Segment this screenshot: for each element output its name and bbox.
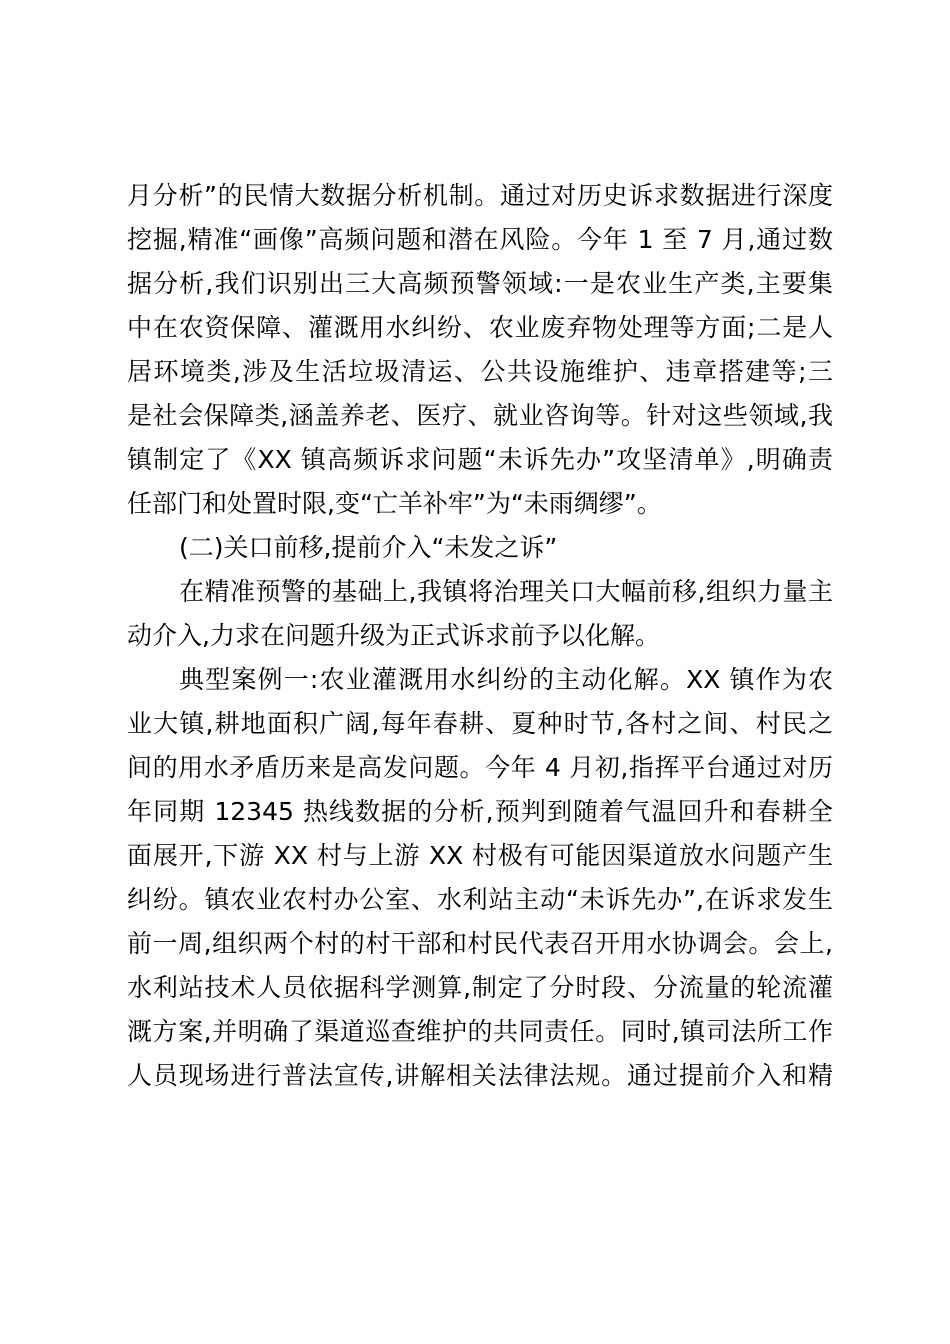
text-line: 居环境类,涉及生活垃圾清运、公共设施维护、违章搭建等;三 bbox=[127, 357, 833, 386]
text-line: 是社会保障类,涵盖养老、医疗、就业咨询等。针对这些领域,我 bbox=[127, 401, 833, 430]
text-line: 前一周,组织两个村的村干部和村民代表召开用水协调会。会上, bbox=[127, 929, 833, 958]
text-line: 人员现场进行普法宣传,讲解相关法律法规。通过提前介入和精 bbox=[127, 1061, 833, 1090]
text-line: 动介入,力求在问题升级为正式诉求前予以化解。 bbox=[127, 621, 660, 650]
text-line: 面展开,下游 XX 村与上游 XX 村极有可能因渠道放水问题产生 bbox=[127, 841, 833, 870]
document-page bbox=[127, 174, 833, 1098]
text-line: 挖掘,精准“画像”高频问题和潜在风险。今年 1 至 7 月,通过数 bbox=[127, 225, 833, 254]
paragraph-2 bbox=[127, 570, 833, 658]
paragraph-1 bbox=[127, 174, 833, 526]
section-heading: (二)关口前移,提前介入“未发之诉” bbox=[179, 533, 558, 562]
text-line: 溉方案,并明确了渠道巡查维护的共同责任。同时,镇司法所工作 bbox=[127, 1017, 833, 1046]
text-line: 任部门和处置时限,变“亡羊补牢”为“未雨绸缪”。 bbox=[127, 489, 662, 518]
paragraph-3 bbox=[127, 658, 833, 1098]
text-line: 月分析”的民情大数据分析机制。通过对历史诉求数据进行深度 bbox=[127, 181, 833, 210]
text-line: 业大镇,耕地面积广阔,每年春耕、夏种时节,各村之间、村民之 bbox=[127, 709, 833, 738]
text-line: 据分析,我们识别出三大高频预警领域:一是农业生产类,主要集 bbox=[127, 269, 833, 298]
text-line: 纠纷。镇农业农村办公室、水利站主动“未诉先办”,在诉求发生 bbox=[127, 885, 833, 914]
text-line: 间的用水矛盾历来是高发问题。今年 4 月初,指挥平台通过对历 bbox=[127, 753, 833, 782]
text-line: 镇制定了《XX 镇高频诉求问题“未诉先办”攻坚清单》,明确责 bbox=[127, 445, 833, 474]
text-line: 典型案例一:农业灌溉用水纠纷的主动化解。XX 镇作为农 bbox=[179, 665, 833, 694]
text-line: 年同期 12345 热线数据的分析,预判到随着气温回升和春耕全 bbox=[127, 797, 833, 826]
text-line: 水利站技术人员依据科学测算,制定了分时段、分流量的轮流灌 bbox=[127, 973, 833, 1002]
text-line: 在精准预警的基础上,我镇将治理关口大幅前移,组织力量主 bbox=[179, 577, 833, 606]
text-line: 中在农资保障、灌溉用水纠纷、农业废弃物处理等方面;二是人 bbox=[127, 313, 833, 342]
